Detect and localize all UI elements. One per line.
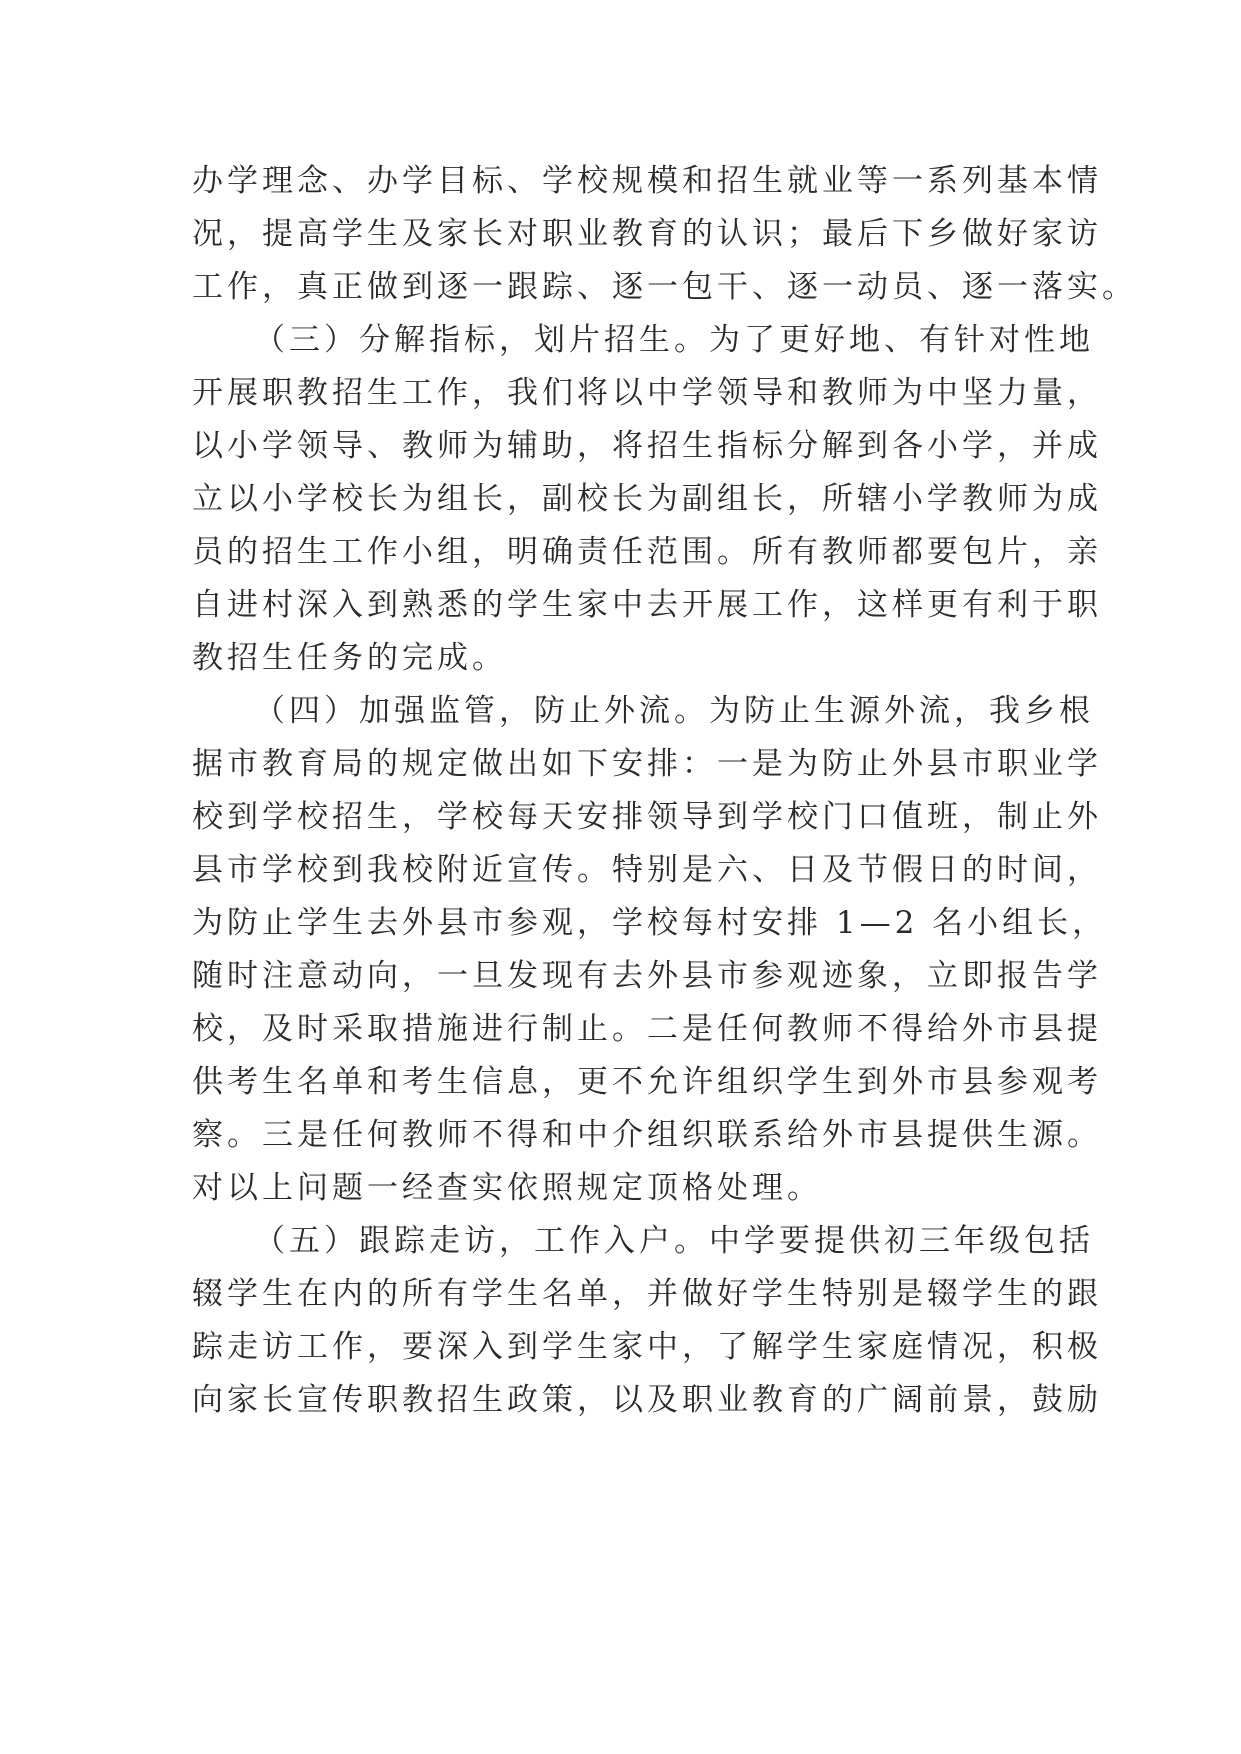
- text-line: 县市学校到我校附近宣传。特别是六、日及节假日的时间，: [192, 852, 1102, 888]
- text-line: 为防止学生去外县市参观，学校每村安排 1—2 名小组长，: [192, 905, 1108, 941]
- text-line: 员的招生工作小组，明确责任范围。所有教师都要包片，亲: [192, 534, 1102, 570]
- body-text: [192, 155, 1137, 1427]
- text-line: 自进村深入到熟悉的学生家中去开展工作，这样更有利于职: [192, 587, 1102, 623]
- text-line: 立以小学校长为组长，副校长为副组长，所辖小学教师为成: [192, 481, 1102, 517]
- text-line: 教招生任务的完成。: [192, 640, 507, 676]
- section-heading-line: （四）加强监管，防止外流。为防止生源外流，我乡根: [254, 693, 1094, 729]
- section-heading-line: （五）跟踪走访，工作入户。中学要提供初三年级包括: [254, 1223, 1094, 1259]
- text-line: 供考生名单和考生信息，更不允许组织学生到外市县参观考: [192, 1064, 1102, 1100]
- text-line: 校到学校招生，学校每天安排领导到学校门口值班，制止外: [192, 799, 1102, 835]
- text-line: 随时注意动向，一旦发现有去外县市参观迹象，立即报告学: [192, 958, 1102, 994]
- text-line: 况，提高学生及家长对职业教育的认识；最后下乡做好家访: [192, 216, 1102, 252]
- text-line: 辍学生在内的所有学生名单，并做好学生特别是辍学生的跟: [192, 1276, 1102, 1312]
- text-line: 工作，真正做到逐一跟踪、逐一包干、逐一动员、逐一落实。: [192, 269, 1137, 305]
- text-line: 对以上问题一经查实依照规定顶格处理。: [192, 1170, 822, 1206]
- text-line: 开展职教招生工作，我们将以中学领导和教师为中坚力量，: [192, 375, 1102, 411]
- text-line: 以小学领导、教师为辅助，将招生指标分解到各小学，并成: [192, 428, 1102, 464]
- section-heading-line: （三）分解指标，划片招生。为了更好地、有针对性地: [254, 322, 1094, 358]
- text-line: 向家长宣传职教招生政策，以及职业教育的广阔前景，鼓励: [192, 1382, 1102, 1418]
- text-line: 察。三是任何教师不得和中介组织联系给外市县提供生源。: [192, 1117, 1102, 1153]
- text-line: 据市教育局的规定做出如下安排：一是为防止外县市职业学: [192, 746, 1102, 782]
- text-line: 办学理念、办学目标、学校规模和招生就业等一系列基本情: [192, 163, 1102, 199]
- text-line: 踪走访工作，要深入到学生家中，了解学生家庭情况，积极: [192, 1329, 1102, 1365]
- text-line: 校，及时采取措施进行制止。二是任何教师不得给外市县提: [192, 1011, 1102, 1047]
